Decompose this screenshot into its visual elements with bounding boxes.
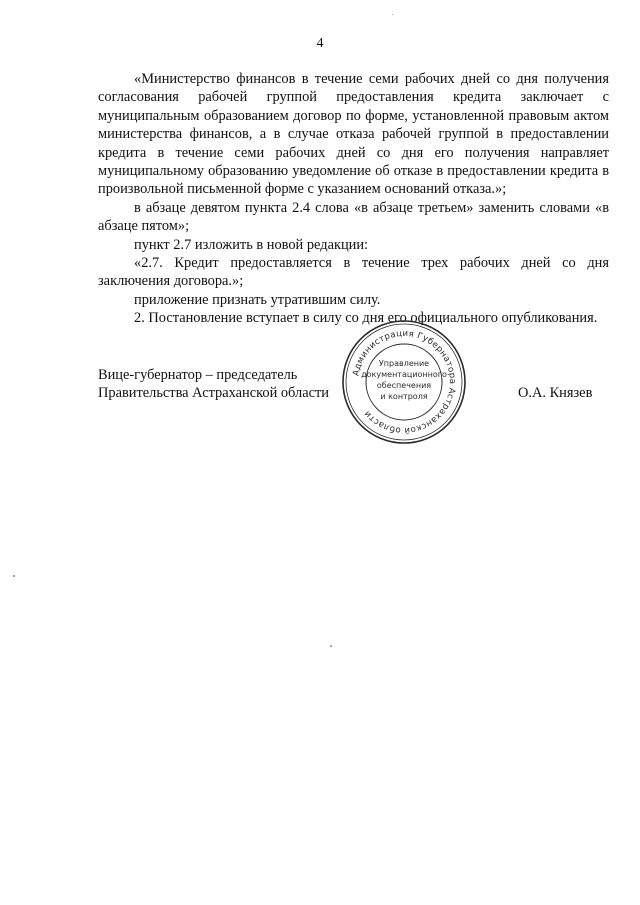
stamp-center-line-2: документационного [361, 370, 447, 379]
paragraph-ministry-agreement: «Министерство финансов в течение семи рабочих дней со дня получения согласования рабочей группой предоставления кредита заключает с муниципальным образованием договор по форме, установленной правовым актом министерства финансов, а в случае отказа рабочей группой в предоставлении кредита в течение семи рабочих дней со дня его получения направляет муниципальному образованию уведомление об отказе в предоставлении кредита в произвольной письменной форме с указанием оснований отказа.»; [98, 71, 609, 198]
signatory-name: О.А. Князев [518, 385, 593, 401]
stamp-center-line-1: Управление [378, 359, 430, 368]
stamp-ring-text: Администрация Губернатора Астраханской области [351, 328, 458, 436]
stamp-center-line-4: и контроля [380, 392, 428, 401]
signatory-position [98, 366, 329, 403]
paragraph-item-2-7-text: «2.7. Кредит предоставляется в течение трех рабочих дней со дня заключения договора.»; [98, 255, 609, 290]
official-stamp [340, 318, 468, 446]
scan-speck [13, 575, 15, 577]
paragraph-item-2-4: в абзаце девятом пункта 2.4 слова «в абзаце третьем» заменить словами «в абзаце пятом»; [98, 199, 609, 235]
paragraph-appendix: приложение признать утратившим силу. [134, 291, 381, 308]
paragraph-item-2-7-intro: пункт 2.7 изложить в новой редакции: [134, 236, 369, 253]
scan-speck [392, 14, 393, 15]
signatory-position-line-1: Вице-губернатор – председатель [98, 367, 298, 383]
document-body [98, 70, 609, 328]
scan-speck [330, 645, 332, 647]
signatory-position-line-2: Правительства Астраханской области [98, 385, 329, 402]
stamp-center-line-3: обеспечения [376, 381, 432, 390]
page-number: 4 [316, 36, 324, 51]
paragraph-effective-date: 2. Постановление вступает в силу со дня его официального опубликования. [134, 310, 598, 327]
